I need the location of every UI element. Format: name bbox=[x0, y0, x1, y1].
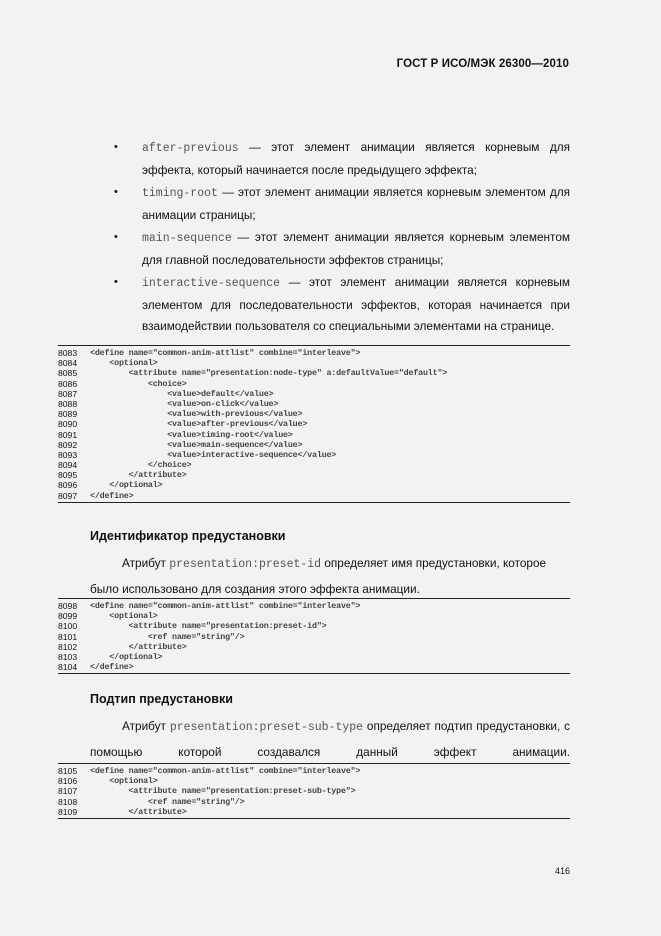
line-number: 8101 bbox=[58, 631, 78, 642]
paragraph: Атрибут presentation:preset-id определяет имя предустановки, которое было использовано для создания этого эффекта анимации. bbox=[90, 556, 547, 596]
line-number: 8092 bbox=[58, 439, 78, 450]
line-number: 8099 bbox=[58, 611, 78, 622]
line-number: 8105 bbox=[58, 766, 78, 776]
line-number: 8109 bbox=[58, 806, 78, 817]
code-line bbox=[58, 430, 570, 440]
section-heading: Идентификатор предустановки bbox=[90, 529, 286, 543]
line-number: 8098 bbox=[58, 601, 78, 611]
bullet-text: — этот элемент анимации является корневым для эффекта, который начинается после предыдущего эффекта; bbox=[142, 140, 570, 177]
line-number: 8086 bbox=[58, 378, 78, 389]
code-line bbox=[58, 786, 570, 796]
line-number: 8090 bbox=[58, 419, 78, 430]
code-line bbox=[58, 652, 570, 662]
inline-code: timing-root bbox=[142, 187, 218, 200]
line-number: 8093 bbox=[58, 449, 78, 460]
inline-code: main-sequence bbox=[142, 232, 232, 245]
code-line bbox=[58, 440, 570, 450]
code-line bbox=[58, 766, 570, 776]
bullet-item bbox=[114, 137, 570, 181]
code-text: <choice> bbox=[90, 378, 187, 389]
code-text: <attribute name="presentation:node-type" a:defaultValue="default"> bbox=[90, 368, 448, 379]
bullet-item bbox=[114, 272, 570, 338]
code-text: <define name="common-anim-attlist" combine="interleave"> bbox=[90, 348, 361, 358]
code-line bbox=[58, 358, 570, 368]
code-line bbox=[58, 621, 570, 631]
code-text: </attribute> bbox=[90, 470, 187, 481]
code-line bbox=[58, 491, 570, 501]
code-line bbox=[58, 611, 570, 621]
bullet-text: — этот элемент анимации является корневым элементом для последовательности эффектов, которая начинается при взаимодействии пользователя со специальными элементами на странице. bbox=[142, 275, 570, 333]
code-line bbox=[58, 389, 570, 399]
line-number: 8088 bbox=[58, 398, 78, 409]
code-line bbox=[58, 409, 570, 419]
bullet-marker: • bbox=[114, 141, 118, 153]
line-number: 8108 bbox=[58, 796, 78, 807]
line-number: 8102 bbox=[58, 641, 78, 652]
line-number: 8095 bbox=[58, 470, 78, 481]
line-number: 8087 bbox=[58, 388, 78, 399]
document-header: ГОСТ Р ИСО/МЭК 26300—2010 bbox=[396, 58, 569, 70]
bullet-item bbox=[114, 182, 570, 226]
line-number: 8089 bbox=[58, 409, 78, 420]
inline-code: presentation:preset-sub-type bbox=[169, 721, 364, 734]
code-block bbox=[58, 763, 570, 819]
bullet-marker: • bbox=[114, 231, 118, 243]
line-number: 8097 bbox=[58, 490, 78, 501]
paragraph: Атрибут presentation:preset-sub-type определяет подтип предустановки, с помощью которой создавался данный эффект анимации. bbox=[90, 719, 570, 759]
code-line bbox=[58, 642, 570, 652]
bullet-item bbox=[114, 227, 570, 271]
line-number: 8091 bbox=[58, 429, 78, 440]
code-line bbox=[58, 470, 570, 480]
line-number: 8085 bbox=[58, 368, 78, 379]
line-number: 8104 bbox=[58, 662, 78, 673]
bullet-text: — этот элемент анимации является корневым элементом для главной последовательности эффектов страницы; bbox=[142, 230, 570, 267]
code-line bbox=[58, 348, 570, 358]
code-text: <value>interactive-sequence</value> bbox=[90, 449, 337, 460]
code-text: <value>with-previous</value> bbox=[90, 409, 303, 420]
code-line bbox=[58, 419, 570, 429]
line-number: 8084 bbox=[58, 358, 78, 369]
code-line bbox=[58, 632, 570, 642]
line-number: 8100 bbox=[58, 621, 78, 632]
bullet-marker: • bbox=[114, 186, 118, 198]
bullet-list bbox=[114, 137, 570, 339]
inline-code: presentation:preset-id bbox=[169, 558, 322, 571]
line-number: 8083 bbox=[58, 348, 78, 358]
code-bottom-rule bbox=[58, 818, 570, 819]
code-text: </choice> bbox=[90, 460, 192, 471]
code-line bbox=[58, 797, 570, 807]
code-line bbox=[58, 460, 570, 470]
code-line bbox=[58, 776, 570, 786]
code-bottom-rule bbox=[58, 502, 570, 503]
line-number: 8107 bbox=[58, 786, 78, 797]
code-text: <define name="common-anim-attlist" combine="interleave"> bbox=[90, 601, 361, 611]
code-line bbox=[58, 662, 570, 672]
code-line bbox=[58, 379, 570, 389]
code-text: <optional> bbox=[90, 776, 158, 787]
code-line bbox=[58, 368, 570, 378]
code-text: <value>main-sequence</value> bbox=[90, 439, 303, 450]
section-heading: Подтип предустановки bbox=[90, 692, 233, 706]
code-text: </attribute> bbox=[90, 806, 187, 817]
bullet-marker: • bbox=[114, 276, 118, 288]
code-text: </define> bbox=[90, 490, 134, 501]
code-text: </attribute> bbox=[90, 641, 187, 652]
line-number: 8096 bbox=[58, 480, 78, 491]
line-number: 8094 bbox=[58, 460, 78, 471]
code-line bbox=[58, 480, 570, 490]
line-number: 8103 bbox=[58, 651, 78, 662]
inline-code: after-previous bbox=[142, 142, 239, 155]
code-text: <attribute name="presentation:preset-sub-type"> bbox=[90, 786, 356, 797]
code-text: <value>on-click</value> bbox=[90, 398, 279, 409]
inline-code: interactive-sequence bbox=[142, 277, 281, 290]
code-text: <attribute name="presentation:preset-id"> bbox=[90, 621, 327, 632]
code-text: <optional> bbox=[90, 358, 158, 369]
code-text: <define name="common-anim-attlist" combine="interleave"> bbox=[90, 766, 361, 776]
bullet-text: — этот элемент анимации является корневым элементом для анимации страницы; bbox=[142, 185, 570, 222]
code-line bbox=[58, 601, 570, 611]
code-line bbox=[58, 399, 570, 409]
code-bottom-rule bbox=[58, 673, 570, 674]
code-text: <value>after-previous</value> bbox=[90, 419, 308, 430]
code-text: </define> bbox=[90, 662, 134, 673]
code-line bbox=[58, 807, 570, 817]
line-number: 8106 bbox=[58, 776, 78, 787]
code-text: <ref name="string"/> bbox=[90, 631, 245, 642]
code-block bbox=[58, 345, 570, 503]
code-line bbox=[58, 450, 570, 460]
code-text: </optional> bbox=[90, 651, 163, 662]
code-text: <ref name="string"/> bbox=[90, 796, 245, 807]
code-block bbox=[58, 598, 570, 674]
code-text: </optional> bbox=[90, 480, 163, 491]
code-text: <value>default</value> bbox=[90, 388, 274, 399]
code-text: <optional> bbox=[90, 611, 158, 622]
page-number: 416 bbox=[554, 866, 570, 876]
code-text: <value>timing-root</value> bbox=[90, 429, 293, 440]
